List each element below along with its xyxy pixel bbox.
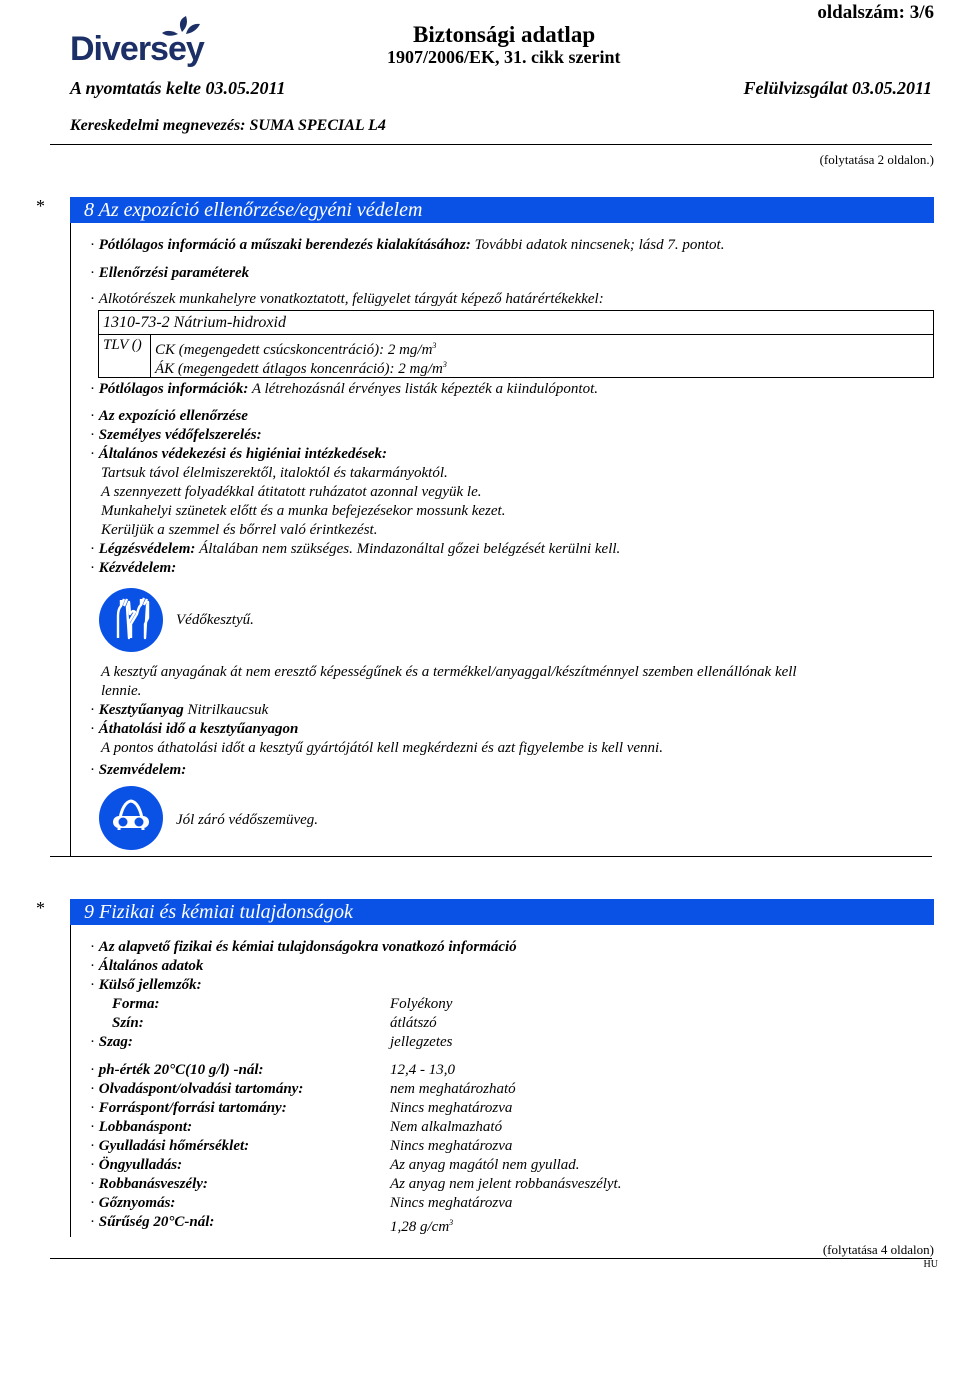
prop-value: Az anyag nem jelent robbanásveszélyt. bbox=[390, 1176, 622, 1192]
general-line: Tartsuk távol élelmiszerektől, italoktól és takarmányoktól. bbox=[101, 465, 448, 481]
prop-value: nem meghatározható bbox=[390, 1081, 516, 1097]
change-marker-star: * bbox=[36, 898, 45, 918]
document-title: Biztonsági adatlap bbox=[413, 22, 596, 47]
prop-label: · Gőznyomás: bbox=[90, 1195, 176, 1211]
odor-label: · Szag: bbox=[90, 1034, 133, 1050]
general-data: · Általános adatok bbox=[90, 958, 204, 974]
prop-value: Nem alkalmazható bbox=[390, 1119, 503, 1135]
prop-value: 12,4 - 13,0 bbox=[390, 1062, 455, 1078]
eye-protection: · Szemvédelem: bbox=[90, 762, 187, 778]
form-label: Forma: bbox=[112, 996, 160, 1012]
exposure-control: · Az expozíció ellenőrzése bbox=[90, 408, 248, 424]
section-9-header bbox=[70, 899, 934, 925]
prop-label: · Olvadáspont/olvadási tartomány: bbox=[90, 1081, 304, 1097]
goggles-icon bbox=[99, 786, 163, 850]
glove-caption: Védőkesztyű. bbox=[176, 612, 254, 628]
section-8-bottom-rule bbox=[50, 856, 932, 857]
penetration-time: · Áthatolási idő a kesztyűanyagon bbox=[90, 721, 299, 737]
limits-table-divider bbox=[98, 334, 934, 335]
change-marker-star: * bbox=[36, 196, 45, 216]
ck-limit: CK (megengedett csúcskoncentráció): 2 $mg/m^3$ bbox=[155, 341, 437, 358]
regulation: 1907/2006/EK, 31. cikk szerint bbox=[387, 47, 621, 67]
prop-label: · Forráspont/forrási tartomány: bbox=[90, 1100, 287, 1116]
basic-info: · Az alapvető fizikai és kémiai tulajdonságokra vonatkozó információ bbox=[90, 939, 517, 955]
diversey-logo bbox=[70, 14, 220, 70]
page-number: oldalszám: 3/6 bbox=[817, 2, 934, 23]
limits-table-col bbox=[150, 334, 151, 378]
glove-material: · Kesztyűanyag Nitrilkaucsuk bbox=[90, 702, 269, 718]
odor-value: jellegzetes bbox=[390, 1034, 453, 1050]
general-measures: · Általános védekezési és higiéniai intézkedések: bbox=[90, 446, 388, 462]
goggles-caption: Jól záró védőszemüveg. bbox=[176, 812, 319, 828]
ppe: · Személyes védőfelszerelés: bbox=[90, 427, 262, 443]
logo-text: Diversey bbox=[70, 30, 204, 68]
header-rule bbox=[50, 144, 932, 145]
prop-label: · Sűrűség 20°C-nál: bbox=[90, 1214, 215, 1230]
form-value: Folyékony bbox=[390, 996, 453, 1012]
gloves-icon bbox=[99, 588, 163, 652]
print-date: A nyomtatás kelte 03.05.2011 bbox=[70, 78, 286, 98]
color-label: Szín: bbox=[112, 1015, 144, 1031]
tlv-label: TLV () bbox=[103, 337, 142, 353]
color-value: átlátszó bbox=[390, 1015, 437, 1031]
glove-note: A kesztyű anyagának át nem eresztő képességűnek és a termékkel/anyaggal/készítménnyel szemben ellenállónak kell bbox=[101, 664, 797, 680]
prop-value: Az anyag magától nem gyullad. bbox=[390, 1157, 580, 1173]
control-params: · Ellenőrzési paraméterek bbox=[90, 265, 250, 281]
prop-label: · Robbanásveszély: bbox=[90, 1176, 208, 1192]
section-9-left-rule bbox=[70, 925, 71, 1237]
prop-value: Nincs meghatározva bbox=[390, 1138, 513, 1154]
general-line: Kerüljük a szemmel és bőrrel való érintkezést. bbox=[101, 522, 378, 538]
section-8-title: 8 Az expozíció ellenőrzése/egyéni védelem bbox=[84, 199, 423, 221]
penetration-value: A pontos áthatolási időt a kesztyű gyártójától kell megkérdezni és azt figyelembe is kell venni. bbox=[101, 740, 663, 756]
trade-name: Kereskedelmi megnevezés: SUMA SPECIAL L4 bbox=[70, 117, 386, 134]
review-date: Felülvizsgálat 03.05.2011 bbox=[743, 78, 932, 98]
section-8-header bbox=[70, 197, 934, 223]
substance-row: 1310-73-2 Nátrium-hidroxid bbox=[103, 314, 286, 331]
section-8-left-rule bbox=[70, 223, 71, 856]
prop-value: Nincs meghatározva bbox=[390, 1195, 513, 1211]
appearance: · Külső jellemzők: bbox=[90, 977, 202, 993]
continued-from: (folytatása 2 oldalon.) bbox=[819, 152, 934, 167]
continued-to: (folytatása 4 oldalon) bbox=[822, 1242, 934, 1257]
section-9-title: 9 Fizikai és kémiai tulajdonságok bbox=[84, 901, 353, 923]
prop-label: · Öngyulladás: bbox=[90, 1157, 183, 1173]
respiratory-protection: · Légzésvédelem: Általában nem szükséges. Mindazonáltal gőzei belégzését kerülni kell. bbox=[90, 541, 621, 557]
gloves-pictogram bbox=[99, 588, 163, 652]
prop-value: Nincs meghatározva bbox=[390, 1100, 513, 1116]
hand-protection: · Kézvédelem: bbox=[90, 560, 177, 576]
prop-value: 1,28 $g/cm^3$ bbox=[390, 1218, 454, 1235]
tech-info: · Pótlólagos információ a műszaki berendezés kialakításához: További adatok nincsenek; lásd 7. pontot. bbox=[90, 237, 725, 253]
glove-note: lennie. bbox=[101, 683, 142, 699]
general-line: Munkahelyi szünetek előtt és a munka befejezésekor mossunk kezet. bbox=[101, 503, 506, 519]
general-line: A szennyezett folyadékkal átitatott ruházatot azonnal vegyük le. bbox=[101, 484, 482, 500]
prop-label: · ph-érték 20°C(10 g/l) -nál: bbox=[90, 1062, 264, 1078]
components-label: · Alkotórészek munkahelyre vonatkoztatott, felügyelet tárgyát képező határértékekkel: bbox=[90, 291, 604, 307]
goggles-pictogram bbox=[99, 786, 163, 850]
prop-label: · Gyulladási hőmérséklet: bbox=[90, 1138, 250, 1154]
prop-label: · Lobbanáspont: bbox=[90, 1119, 193, 1135]
additional-info: · Pótlólagos információk: A létrehozásnál érvényes listák képezték a kiindulópontot. bbox=[90, 381, 598, 397]
footer-rule bbox=[50, 1258, 932, 1259]
language-code: HU bbox=[923, 1259, 938, 1270]
ak-limit: ÁK (megengedett átlagos koncenráció): 2 $mg/m^3$ bbox=[155, 360, 447, 377]
